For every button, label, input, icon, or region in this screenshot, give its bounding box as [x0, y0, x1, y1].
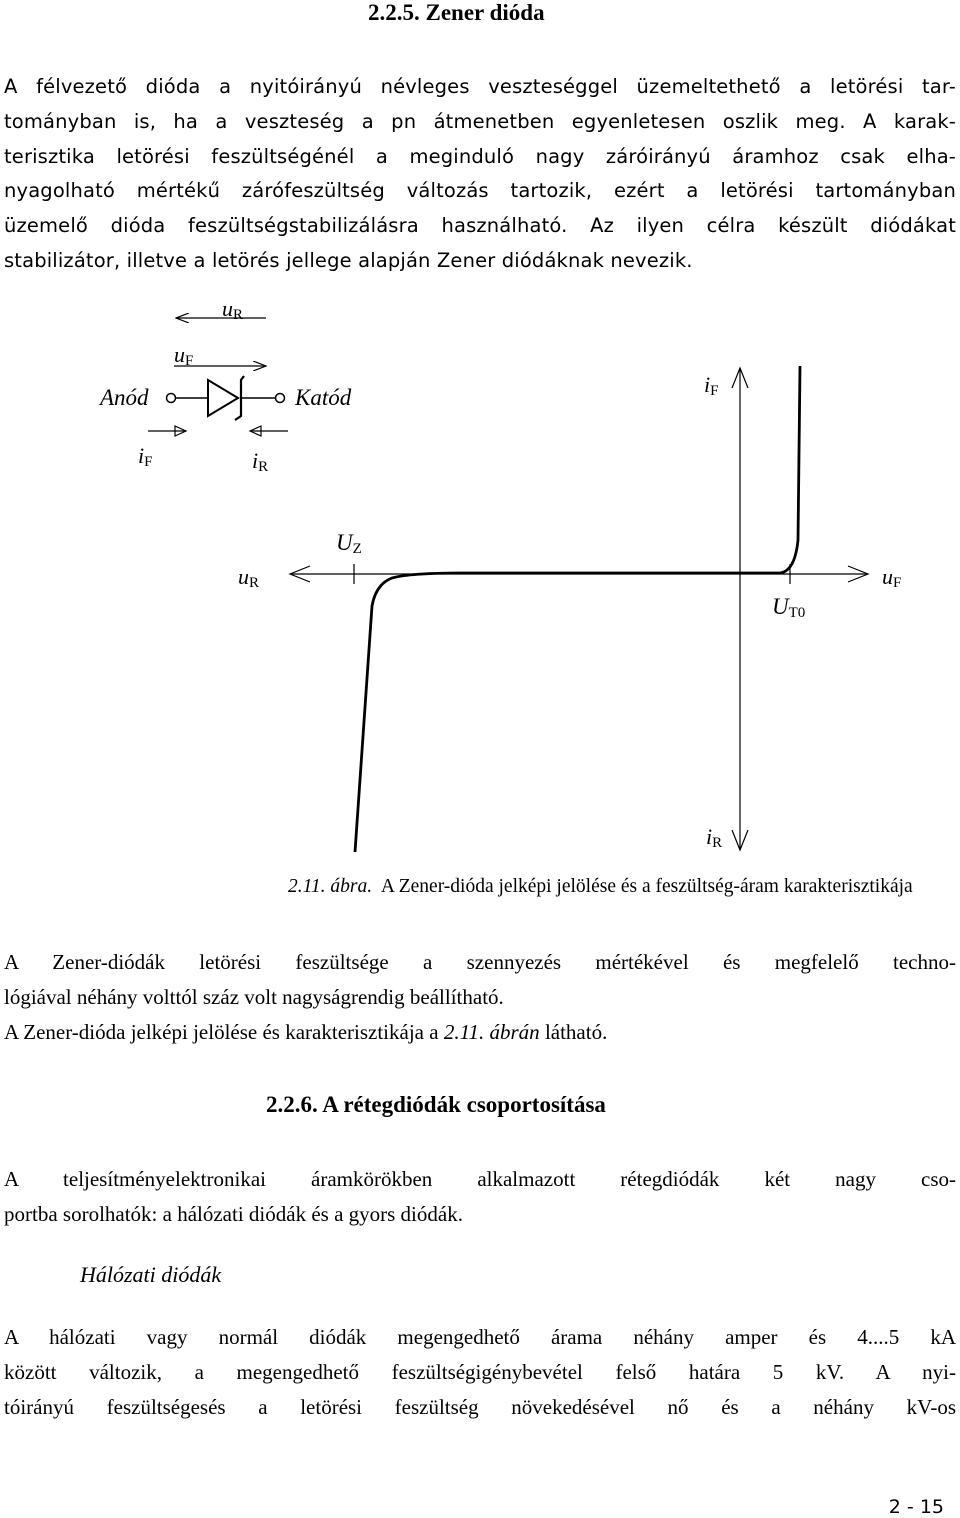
cathode-terminal	[276, 394, 285, 403]
text-line: terisztika letörési feszültségénél a meginduló nagy záróirányú áramhoz csak elha-	[4, 144, 956, 168]
paragraph-zener-voltage	[4, 945, 956, 1049]
text-line: nyagolható mértékű zárófeszültség változás tartozik, ezért a letörési tartományban	[4, 179, 956, 203]
iR-label: iR	[252, 448, 269, 475]
text-line: portba sorolhatók: a hálózati diódák és a gyors diódák.	[4, 1201, 463, 1226]
text-line: A Zener-diódák letörési feszültsége a szennyezés mértékével és megfelelő techno-	[4, 950, 956, 974]
text-line: üzemelő dióda feszültségstabilizálásra használható. Az ilyen célra készült diódákat	[4, 214, 956, 238]
uF-label: uF	[174, 342, 194, 369]
uR-label: uR	[222, 296, 244, 323]
page-number: 2 - 15	[888, 1496, 944, 1518]
axis-iF-label: iF	[704, 372, 719, 399]
text-line: A félvezető dióda a nyitóirányú névleges veszteséggel üzemeltethető a letörési tar-	[4, 75, 956, 98]
UZ-label: UZ	[336, 530, 362, 557]
iF-label: iF	[138, 443, 153, 470]
diode-triangle	[208, 380, 238, 416]
anode-label: Anód	[100, 385, 149, 410]
characteristic-graph	[238, 366, 901, 852]
text-line: lógiával néhány volttól száz volt nagyságrendig beállítható.	[4, 984, 504, 1009]
paragraph-network-diodes	[4, 1320, 956, 1424]
figure-number: 2.11. ábra.	[288, 876, 373, 897]
iv-curve	[355, 366, 800, 852]
anode-terminal	[167, 394, 176, 403]
text-line: tóirányú feszültségesés a letörési feszültség növekedésével nő és a néhány kV-os	[4, 1394, 956, 1419]
text-line: tományban is, ha a veszteség a pn átmenetben egyenletesen oszlik meg. A karak-	[4, 109, 956, 133]
axis-uR-label: uR	[238, 564, 260, 591]
figure-reference: 2.11. ábrán	[443, 1019, 540, 1044]
axis-iR-label: iR	[706, 824, 723, 851]
section-heading-diode-groups: 2.2.6. A rétegdiódák csoportosítása	[266, 1092, 606, 1117]
text-line: stabilizátor, illetve a letörés jellege alapján Zener diódáknak nevezik.	[4, 248, 693, 272]
cathode-label: Katód	[295, 385, 352, 410]
text-line: A teljesítményelektronikai áramkörökben alkalmazott rétegdiódák két nagy cso-	[4, 1167, 956, 1191]
text-line: A hálózati vagy normál diódák megengedhető árama néhány amper és 4....5 kA	[4, 1325, 956, 1349]
text-line	[4, 1015, 956, 1050]
paragraph-diode-groups	[4, 1162, 956, 1232]
axis-uF-label: uF	[882, 564, 902, 591]
text-run: látható.	[539, 1019, 608, 1044]
caption-text: A Zener-dióda jelképi jelölése és a feszültség-áram karakterisztikája	[380, 876, 913, 897]
section-heading-zener: 2.2.5. Zener dióda	[368, 0, 545, 25]
UT0-label: UT0	[772, 594, 806, 621]
subsection-title: Hálózati diódák	[80, 1262, 222, 1287]
diode-symbol	[98, 296, 352, 475]
text-run: A Zener-dióda jelképi jelölése és karakterisztikája a	[4, 1019, 444, 1044]
figure-caption	[288, 876, 913, 898]
text-line: között változik, a megengedhető feszültségigénybevétel felső határa 5 kV. A nyi-	[4, 1359, 956, 1384]
